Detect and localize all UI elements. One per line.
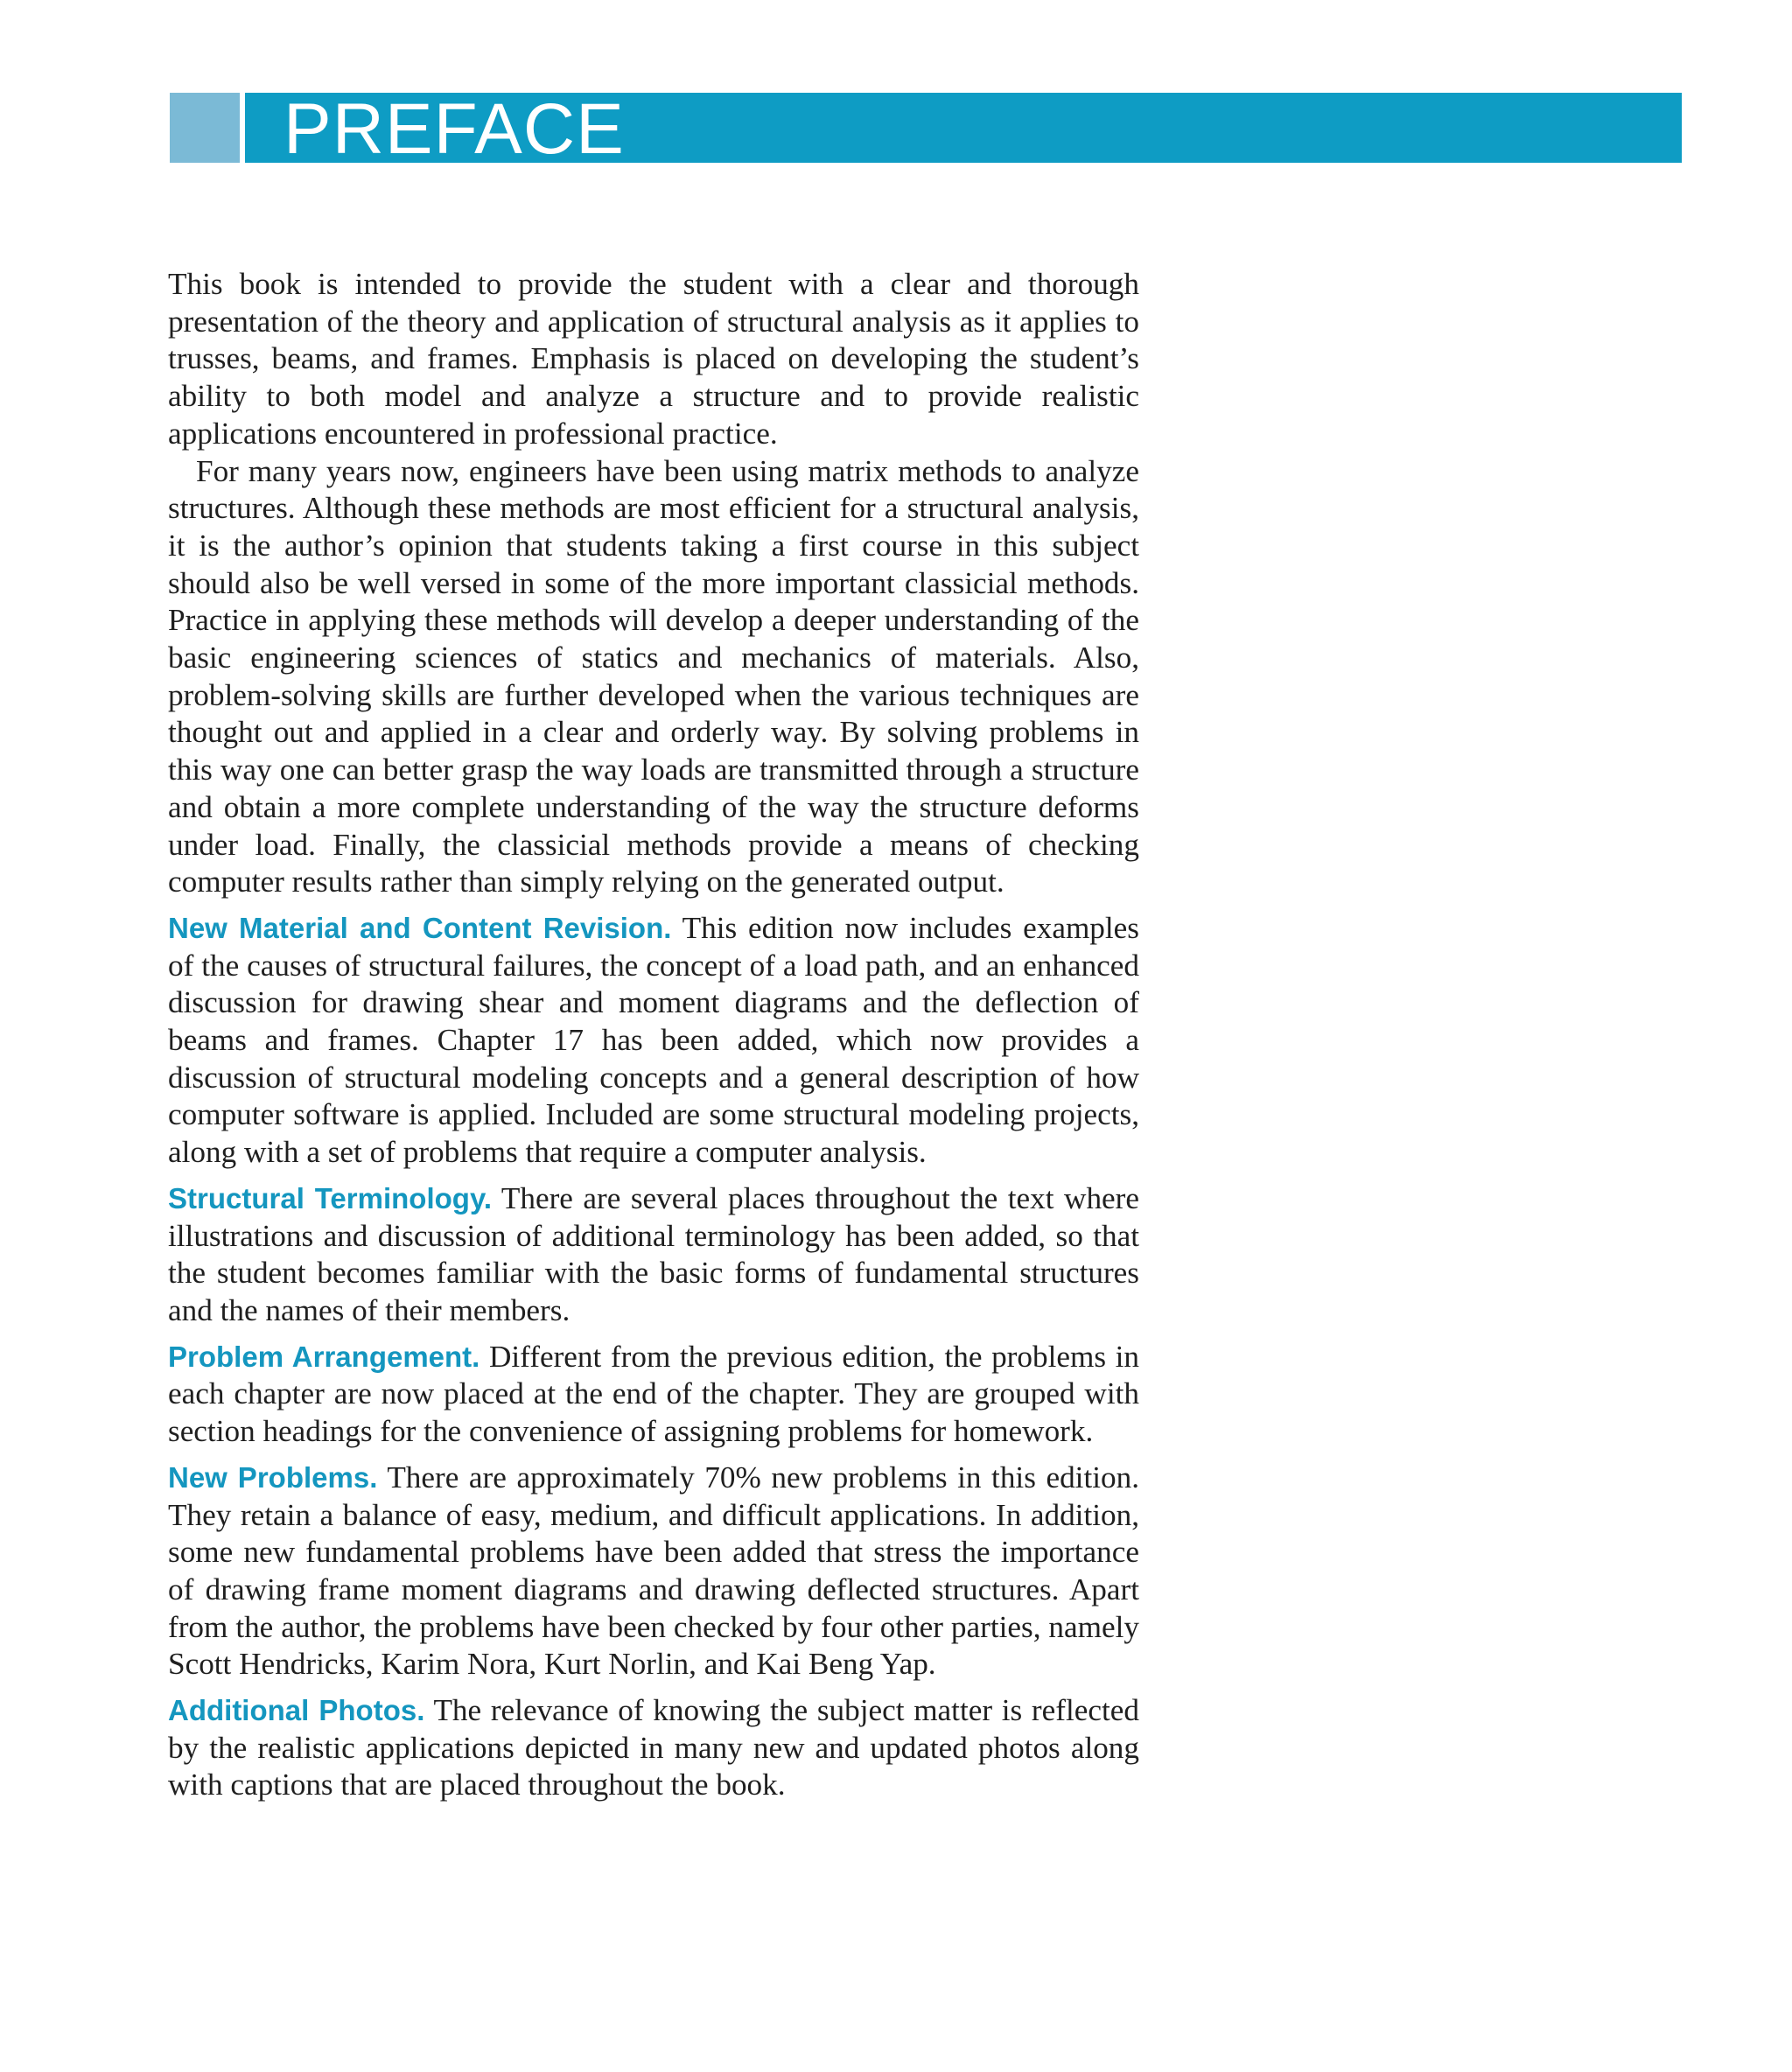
chapter-header [170, 89, 1682, 169]
section-paragraph-problem-arrangement [168, 1339, 1139, 1451]
section-text: There are approximately 70% new problems in this edition. They retain a balance of easy, medium, and difficult applications. In addition, some new fundamental problems have been added that stress the importance of drawing frame moment diagrams and drawing deflected structures. Apart from the author, the problems have been checked by four other parties, namely Scott Hendricks, Karim Nora, Kurt Norlin, and Kai Beng Yap. [168, 1460, 1139, 1682]
intro-paragraph: For many years now, engineers have been using matrix methods to analyze structures. Although these methods are most efficient for a structural analysis, it is the author’s opinion that students taking a first course in this subject should also be well versed in some of the more important classicial methods. Practice in applying these methods will develop a deeper understanding of the basic engineering sciences of statics and mechanics of materials. Also, problem-solving skills are further developed when the various techniques are thought out and applied in a clear and orderly way. By solving problems in this way one can better grasp the way loads are transmitted through a structure and obtain a more complete understanding of the way the structure deforms under load. Finally, the classicial methods provide a means of checking computer results rather than simply relying on the generated output. [168, 453, 1139, 900]
section-text: Different from the previous edition, the problems in each chapter are now placed at the end of the chapter. They are grouped with section headings for the convenience of assigning problems for homework. [168, 1339, 1140, 1449]
section-text: There are several places throughout the text where illustrations and discussion of additional terminology has been added, so that the student becomes familiar with the basic forms of fundamental structures and the names of their members. [168, 1180, 1139, 1327]
page-title: PREFACE [284, 89, 625, 169]
section-heading: New Problems. [168, 1460, 378, 1494]
section-paragraph-new-problems [168, 1460, 1139, 1684]
intro-paragraph: This book is intended to provide the student with a clear and thorough presentation of the theory and application of structural analysis as it applies to trusses, beams, and frames. Emphasis is placed on developing the student’s ability to both model and analyze a structure and to provide realistic applications encountered in professional practice. [168, 267, 1139, 451]
section-heading: Structural Terminology. [168, 1181, 493, 1214]
section-paragraph-additional-photos [168, 1692, 1139, 1804]
section-text: The relevance of knowing the subject matter is reflected by the realistic applications depicted in many new and updated photos along with captions that are placed throughout the book. [168, 1693, 1139, 1802]
section-text: This edition now includes examples of the causes of structural failures, the concept of a load path, and an enhanced discussion for drawing shear and moment diagrams and the deflection of beams and frames. Chapter 17 has been added, which now provides a discussion of structural modeling concepts and a general description of how computer software is applied. Included are some structural modeling projects, along with a set of problems that require a computer analysis. [168, 910, 1139, 1170]
preface-body [168, 266, 1139, 1804]
section-heading: Problem Arrangement. [168, 1340, 480, 1373]
section-paragraph-new-material [168, 910, 1139, 1172]
section-heading: New Material and Content Revision. [168, 911, 672, 944]
section-paragraph-terminology [168, 1180, 1139, 1330]
header-accent-block [170, 93, 240, 163]
section-heading: Additional Photos. [168, 1694, 425, 1727]
